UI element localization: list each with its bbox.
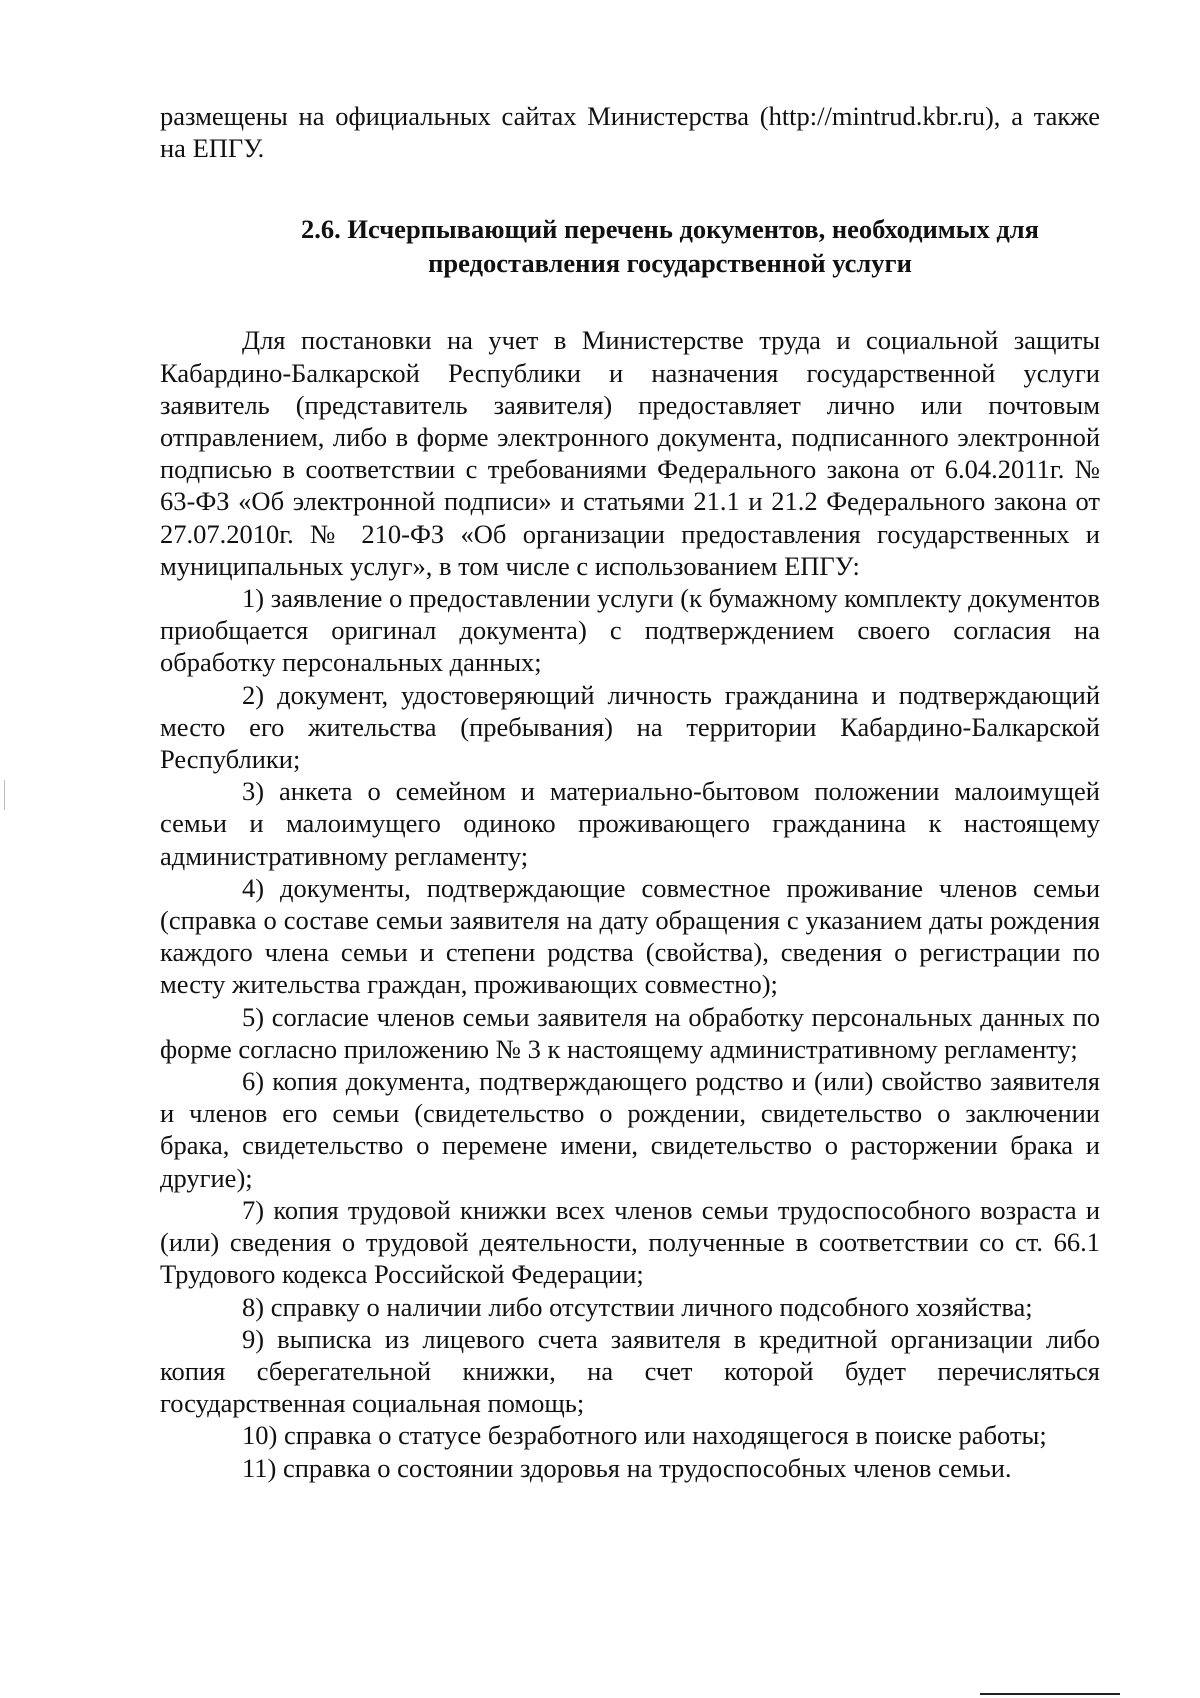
footer-rule [980,1693,1120,1695]
scan-edge-mark [4,780,5,810]
list-item-7: 7) копия трудовой книжки всех членов семьи трудоспособного возраста и (или) сведения о трудовой деятельности, полученные в соответствии со ст. 66.1 Трудового кодекса Российской Федерации; [160,1194,1100,1290]
intro-paragraph: размещены на официальных сайтах Министерства (http://mintrud.kbr.ru), а также на ЕПГУ. [160,101,1100,164]
section-heading [160,212,1100,280]
list-item-9: 9) выписка из лицевого счета заявителя в кредитной организации либо копия сберегательной книжки, на счет которой будет перечисляться государственная социальная помощь; [160,1323,1100,1419]
list-item-3: 3) анкета о семейном и материально-бытовом положении малоимущей семьи и малоимущего одиноко проживающего гражданина к настоящему административному регламенту; [160,776,1100,871]
list-item-1: 1) заявление о предоставлении услуги (к бумажному комплекту документов приобщается оригинал документа) с подтверждением своего согласия на обработку персональных данных; [160,583,1100,678]
lead-paragraph: Для постановки на учет в Министерстве труда и социальной защиты Кабардино-Балкарской Республики и назначения государственной услуги заявитель (представитель заявителя) предоставляет лично или почтовым отправлением, либо в форме электронного документа, подписанного электронной подписью в соответствии с требованиями Федерального закона от 6.04.2011г. № 63-ФЗ «Об электронной подписи» и статьями 21.1 и 21.2 Федерального закона от 27.07.2010г. № 210-ФЗ «Об организации предоставления государственных и муниципальных услуг», в том числе с использованием ЕПГУ: [160,325,1100,581]
list-item-10: 10) справка о статусе безработного или находящегося в поиске работы; [242,1420,1047,1451]
list-item-5: 5) согласие членов семьи заявителя на обработку персональных данных по форме согласно приложению № 3 к настоящему административному регламенту; [160,1001,1100,1064]
list-item-4: 4) документы, подтверждающие совместное проживание членов семьи (справка о составе семьи заявителя на дату обращения с указанием даты рождения каждого члена семьи и степени родства (свойства), сведения о регистрации по месту жительства граждан, проживающих совместно); [160,872,1100,1000]
document-page [160,100,1100,1484]
section-heading-line-1: 2.6. Исчерпывающий перечень документов, необходимых для [301,214,1039,245]
section-heading-line-2: предоставления государственной услуги [428,248,912,279]
list-item-6: 6) копия документа, подтверждающего родство и (или) свойство заявителя и членов его семьи (свидетельство о рождении, свидетельство о заключении брака, свидетельство о перемене имени, свидетельство о расторжении брака и другие); [160,1066,1100,1193]
list-item-8: 8) справку о наличии либо отсутствии личного подсобного хозяйства; [242,1291,1033,1322]
list-item-11: 11) справка о состоянии здоровья на трудоспособных членов семьи. [242,1452,1012,1483]
list-item-2: 2) документ, удостоверяющий личность гражданина и подтверждающий место его жительства (пребывания) на территории Кабардино-Балкарской Республики; [160,679,1100,775]
